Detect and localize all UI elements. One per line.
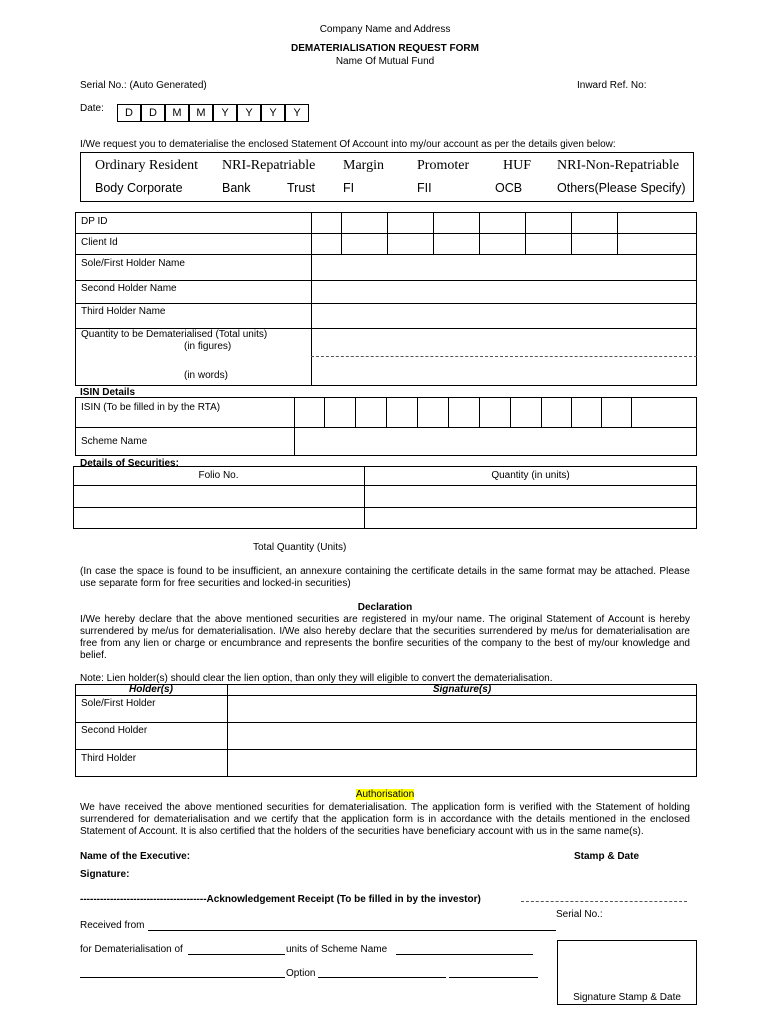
category-fii[interactable]: FII [417, 181, 432, 195]
isin-label: ISIN (To be filled in by the RTA) [81, 402, 221, 413]
date-label: Date: [80, 103, 104, 114]
ack-serial-label: Serial No.: [556, 909, 603, 920]
signature-label: Signature: [80, 869, 130, 880]
sole-first-holder-row-label: Sole/First Holder [81, 698, 156, 709]
folio-field-1[interactable] [74, 486, 364, 507]
option-field-2[interactable] [449, 977, 538, 978]
second-holder-label: Second Holder Name [81, 283, 177, 294]
scheme-name-field[interactable] [295, 428, 696, 456]
quantity-label: Quantity to be Dematerialised (Total units) [81, 329, 268, 340]
quantity-field-2[interactable] [365, 508, 696, 528]
client-id-field[interactable] [312, 234, 696, 254]
lien-note: Note: Lien holder(s) should clear the lien option, than only they will eligible to convert the dematerialisation. [80, 673, 553, 684]
second-holder-signature-field[interactable] [228, 723, 696, 749]
mutual-fund-name: Name Of Mutual Fund [335, 56, 435, 67]
category-bank[interactable]: Bank [222, 181, 251, 195]
third-holder-signature-field[interactable] [228, 750, 696, 776]
isin-heading: ISIN Details [80, 387, 136, 398]
units-count-field[interactable] [188, 954, 285, 955]
declaration-title: Declaration [357, 602, 413, 613]
category-body-corporate[interactable]: Body Corporate [95, 181, 183, 195]
second-holder-field[interactable] [312, 281, 696, 303]
annexure-note: (In case the space is found to be insufficient, an annexure containing the certificate details in the same format may be attached. Please use separate form for free securities and locked-in securities) [80, 566, 690, 589]
authorisation-title-wrap [0, 789, 770, 800]
company-name: Company Name and Address [319, 24, 451, 35]
in-words-label: (in words) [184, 370, 228, 381]
dp-id-field[interactable] [312, 213, 696, 233]
category-huf[interactable]: HUF [503, 158, 532, 173]
option-field-1[interactable] [318, 977, 446, 978]
client-id-label: Client Id [81, 237, 118, 248]
scheme-name-ack-field[interactable] [396, 954, 533, 955]
in-figures-label: (in figures) [184, 341, 232, 352]
received-from-label: Received from [80, 920, 145, 931]
date-box-year-3[interactable]: Y [261, 104, 285, 122]
date-box-day-2[interactable]: D [141, 104, 165, 122]
category-ordinary-resident[interactable]: Ordinary Resident [95, 158, 199, 173]
first-holder-label: Sole/First Holder Name [81, 258, 185, 269]
category-promoter[interactable]: Promoter [417, 158, 470, 173]
date-box-month-1[interactable]: M [165, 104, 189, 122]
third-holder-field[interactable] [312, 304, 696, 328]
authorisation-text: We have received the above mentioned securities for dematerialisation. The application form is verified with the Statement of holding surrendered for dematerialisation and we certify that the application form is in accordance with the details mentioned in the enclosed Statement of Account. It is also certified that the holders of the securities have beneficiary account with us in the same name(s). [80, 802, 690, 837]
quantity-column-header: Quantity (in units) [491, 470, 570, 481]
folio-column-header: Folio No. [198, 470, 239, 481]
category-nri-non-repatriable[interactable]: NRI-Non-Repatriable [557, 158, 680, 173]
serial-number-label: Serial No.: (Auto Generated) [80, 80, 207, 91]
folio-field-2[interactable] [74, 508, 364, 528]
executive-name-label: Name of the Executive: [80, 851, 191, 862]
dp-id-label: DP ID [81, 216, 108, 227]
isin-field[interactable] [295, 398, 696, 427]
holders-column-header: Holder(s) [129, 684, 173, 695]
demat-of-label: for Dematerialisation of [80, 944, 183, 955]
third-holder-row-label: Third Holder [81, 753, 137, 764]
stamp-date-label: Stamp & Date [574, 851, 640, 862]
category-others[interactable]: Others(Please Specify) [557, 181, 686, 195]
date-box-year-2[interactable]: Y [237, 104, 261, 122]
second-holder-row-label: Second Holder [81, 725, 148, 736]
request-text: I/We request you to dematerialise the enclosed Statement Of Account into my/our account as per the details given below: [80, 139, 616, 150]
declaration-text: I/We hereby declare that the above mentioned securities are registered in my/our name. The original Statement of Account is hereby surrendered by me/us for dematerialisation. I/We also hereby declare that the securities surrendered by me/us for dematerialisation are free from any lien or charge or encumbrance and represents the bonfire securities of the company to the best of my/our knowledge and belief. [80, 614, 690, 661]
form-title: DEMATERIALISATION REQUEST FORM [291, 43, 479, 54]
first-holder-field[interactable] [312, 255, 696, 280]
category-margin[interactable]: Margin [343, 158, 384, 173]
date-box-year-4[interactable]: Y [285, 104, 309, 122]
category-nri-repatriable[interactable]: NRI-Repatriable [222, 158, 316, 173]
category-ocb[interactable]: OCB [495, 181, 523, 195]
quantity-field-1[interactable] [365, 486, 696, 507]
ack-blank-field[interactable] [80, 977, 285, 978]
option-label: Option [286, 968, 316, 979]
third-holder-label: Third Holder Name [81, 306, 166, 317]
received-from-field[interactable] [148, 930, 556, 931]
date-box-day-1[interactable]: D [117, 104, 141, 122]
scheme-name-label: Scheme Name [81, 436, 148, 447]
units-scheme-label: units of Scheme Name [286, 944, 388, 955]
first-holder-signature-field[interactable] [228, 696, 696, 722]
signatures-column-header: Signature(s) [432, 684, 492, 695]
quantity-figures-field[interactable] [312, 329, 696, 356]
securities-heading: Details of Securities: [80, 458, 179, 469]
date-box-month-2[interactable]: M [189, 104, 213, 122]
inward-ref-label: Inward Ref. No: [577, 80, 647, 91]
quantity-words-field[interactable] [312, 357, 696, 386]
authorisation-title: Authorisation [355, 789, 415, 800]
total-quantity-label: Total Quantity (Units) [253, 542, 347, 553]
signature-stamp-date-label: Signature Stamp & Date [573, 992, 681, 1003]
category-fi[interactable]: FI [343, 181, 355, 195]
date-box-year-1[interactable]: Y [213, 104, 237, 122]
category-trust[interactable]: Trust [287, 181, 316, 195]
acknowledgement-title: --------------------------------------Acknowledgement Receipt (To be filled in by the investor) [80, 894, 481, 905]
